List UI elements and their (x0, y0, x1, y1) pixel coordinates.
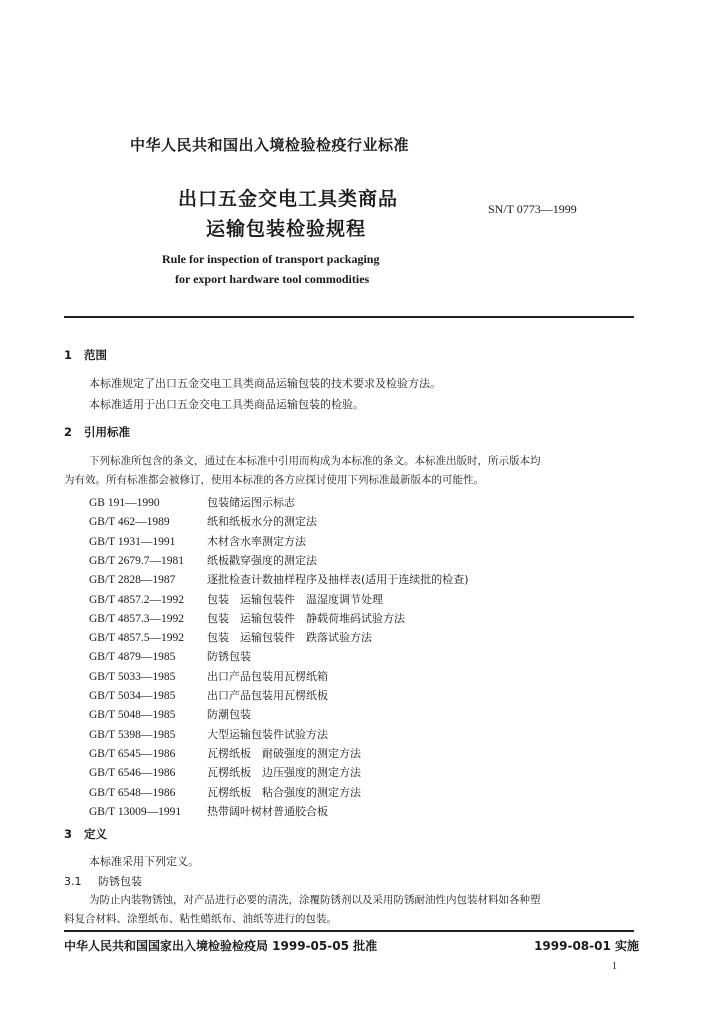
section-2-intro-line1: 下列标准所包含的条文，通过在本标准中引用而构成为本标准的条文。本标准出版时，所示版本均 (89, 455, 541, 467)
reference-item (89, 533, 306, 549)
implementation-date: 1999-08-01 实施 (534, 939, 639, 953)
reference-title: 包装 运输包装件 静载荷堆码试验方法 (207, 611, 405, 625)
reference-title: 包装 运输包装件 跌落试验方法 (207, 631, 372, 645)
reference-item (89, 706, 251, 722)
reference-item (89, 648, 251, 664)
reference-code: GB/T 6545—1986 (89, 747, 176, 760)
reference-title: 纸板戳穿强度的测定法 (207, 553, 317, 567)
reference-item (89, 591, 383, 607)
reference-title: 出口产品包装用瓦楞纸板 (207, 689, 328, 702)
section-3-title: 定义 (84, 827, 107, 841)
reference-title: 纸和纸板水分的测定法 (207, 515, 317, 529)
reference-code: GB/T 2679.7—1981 (89, 554, 184, 567)
reference-item (89, 745, 361, 761)
reference-code: GB/T 5034—1985 (89, 690, 176, 702)
section-2-number: 2 (64, 425, 73, 439)
subsection-3-1-number: 3.1 (64, 875, 82, 888)
section-1-paragraph-2: 本标准适用于出口五金交电工具类商品运输包装的检验。 (89, 398, 364, 411)
reference-code: GB 191—1990 (89, 497, 160, 509)
reference-item (89, 764, 361, 780)
section-3-number: 3 (64, 827, 73, 841)
approval-statement: 中华人民共和国国家出入境检验检疫局 1999-05-05 批准 (64, 939, 378, 953)
reference-code: GB/T 1931—1991 (89, 535, 176, 548)
section-1-paragraph-1: 本标准规定了出口五金交电工具类商品运输包装的技术要求及检验方法。 (89, 377, 441, 390)
reference-code: GB/T 4857.5—1992 (89, 632, 184, 645)
reference-item (89, 552, 317, 568)
reference-item (89, 610, 405, 626)
standard-code: SN/T 0773—1999 (488, 202, 577, 216)
section-1-number: 1 (64, 348, 73, 362)
reference-code: GB/T 5048—1985 (89, 709, 176, 722)
header-divider (64, 316, 634, 318)
reference-title: 防潮包装 (207, 708, 251, 722)
reference-title: 逐批检查计数抽样程序及抽样表(适用于连续批的检查) (207, 573, 469, 587)
reference-item (89, 494, 295, 510)
reference-item (89, 513, 317, 529)
title-cn-line2: 运输包装检验规程 (206, 218, 367, 240)
reference-title: 出口产品包装用瓦楞纸箱 (207, 669, 328, 683)
title-cn-line1: 出口五金交电工具类商品 (178, 188, 399, 210)
reference-item (89, 726, 328, 742)
reference-item (89, 687, 328, 703)
reference-code: GB/T 5033—1985 (89, 670, 176, 683)
reference-item (89, 668, 328, 684)
section-3-intro: 本标准采用下列定义。 (89, 855, 199, 868)
section-1-heading (64, 347, 107, 363)
reference-code: GB/T 13009—1991 (89, 805, 182, 818)
section-3-heading (64, 826, 107, 842)
subsection-3-1-heading (64, 873, 142, 889)
reference-code: GB/T 4857.2—1992 (89, 593, 184, 606)
reference-title: 木材含水率测定方法 (207, 534, 306, 548)
section-2-title: 引用标准 (84, 425, 130, 439)
reference-code: GB/T 4879—1985 (89, 651, 176, 664)
section-2-heading (64, 424, 130, 440)
reference-title: 热带阔叶树材普通胶合板 (207, 804, 328, 818)
reference-item (89, 784, 361, 800)
reference-title: 包装 运输包装件 温湿度调节处理 (207, 592, 383, 606)
definition-line2: 料复合材料、涂塑纸布、粘性蜡纸布、油纸等进行的包装。 (64, 913, 337, 925)
page-number: 1 (612, 961, 617, 972)
reference-code: GB/T 6546—1986 (89, 767, 176, 780)
issuing-organization: 中华人民共和国出入境检验检疫行业标准 (130, 136, 410, 154)
reference-title: 大型运输包装件试验方法 (207, 727, 328, 741)
reference-code: GB/T 2828—1987 (89, 574, 176, 587)
subsection-3-1-title: 防锈包装 (98, 875, 142, 888)
reference-title: 瓦楞纸板 耐破强度的测定方法 (207, 746, 361, 760)
reference-code: GB/T 6548—1986 (89, 786, 176, 799)
title-en-line1: Rule for inspection of transport packaging (162, 252, 380, 266)
definition-line1: 为防止内装物锈蚀，对产品进行必要的清洗，涂覆防锈剂以及采用防锈耐油性内包装材料如各种塑 (89, 894, 541, 906)
section-2-intro-line2: 为有效。所有标准都会被修订，使用本标准的各方应探讨使用下列标准最新版本的可能性。 (64, 474, 484, 486)
reference-item (89, 803, 328, 819)
reference-code: GB/T 5398—1985 (89, 728, 176, 741)
reference-title: 瓦楞纸板 边压强度的测定方法 (207, 766, 361, 780)
reference-title: 防锈包装 (207, 650, 251, 664)
reference-item (89, 571, 469, 587)
reference-code: GB/T 462—1989 (89, 516, 170, 529)
title-en-line2: for export hardware tool commodities (175, 272, 370, 286)
reference-code: GB/T 4857.3—1992 (89, 612, 184, 625)
section-1-title: 范围 (84, 348, 107, 362)
reference-item (89, 629, 372, 645)
footer-divider (64, 930, 634, 932)
reference-title: 瓦楞纸板 粘合强度的测定方法 (207, 785, 361, 799)
reference-title: 包装储运图示标志 (207, 496, 295, 509)
